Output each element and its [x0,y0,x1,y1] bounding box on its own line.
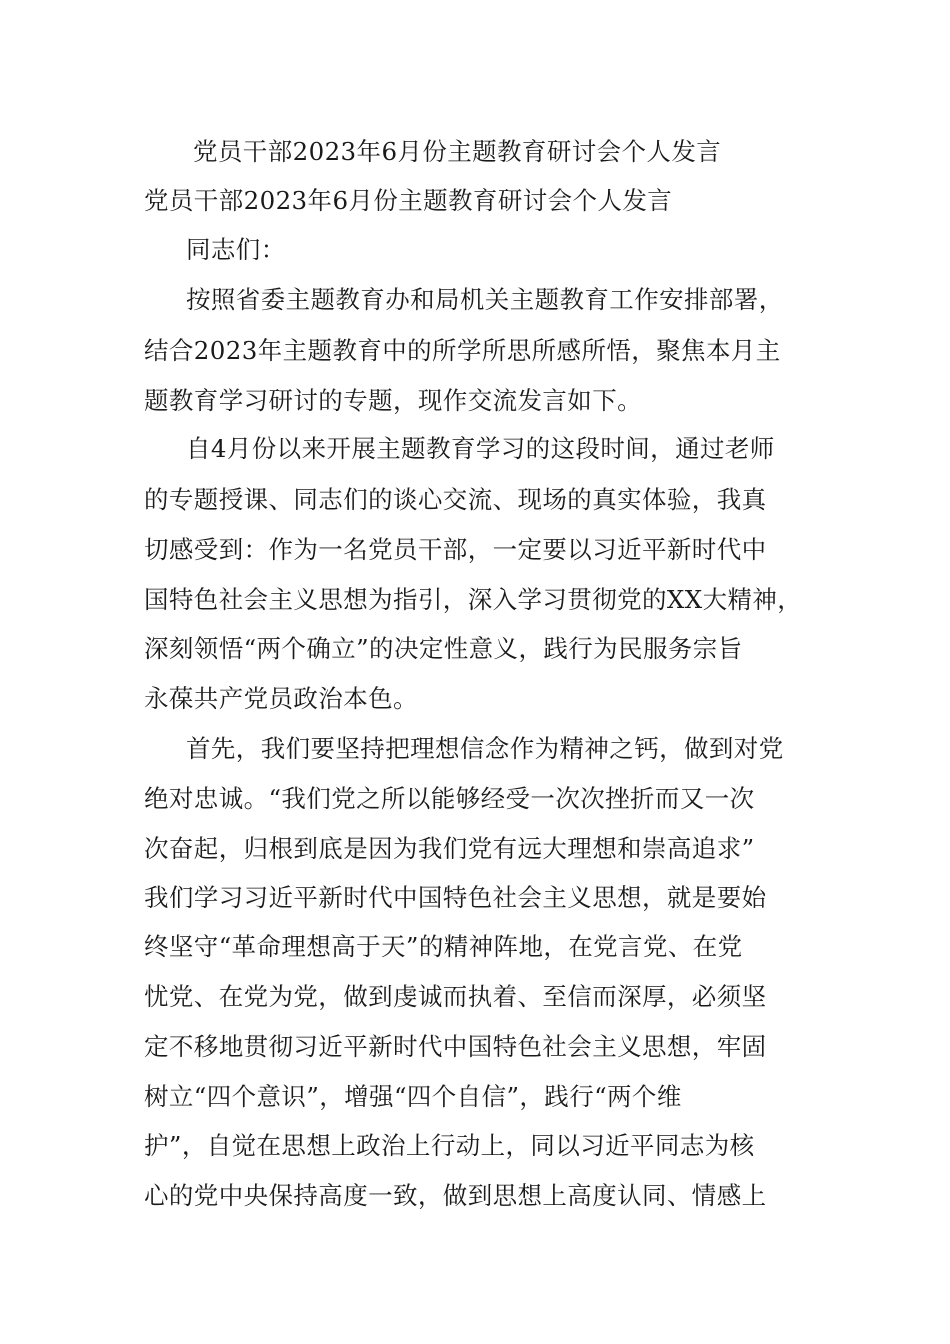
document-subtitle: 党员干部2023年6月份主题教育研讨会个人发言 [144,186,673,215]
text-line: 绝对忠诚。“我们党之所以能够经受一次次挫折而又一次 [144,784,755,813]
salutation: 同志们： [186,235,286,264]
text-line: 切感受到：作为一名党员干部，一定要以习近平新时代中 [144,535,767,564]
text-line: 题教育学习研讨的专题，现作交流发言如下。 [144,386,642,415]
text-line: 次奋起，归根到底是因为我们党有远大理想和崇高追求” [144,834,755,863]
text-line: 定不移地贯彻习近平新时代中国特色社会主义思想，牢固 [144,1032,767,1061]
text-line: 终坚守“革命理想高于天”的精神阵地，在党言党、在党 [144,932,743,961]
document-title: 党员干部2023年6月份主题教育研讨会个人发言 [193,137,722,166]
text-line: 的专题授课、同志们的谈心交流、现场的真实体验，我真 [144,485,767,514]
text-line: 心的党中央保持高度一致，做到思想上高度认同、情感上 [144,1181,767,1210]
text-line: 忧党、在党为党，做到虔诚而执着、至信而深厚，必须坚 [144,982,767,1011]
text-line: 我们学习习近平新时代中国特色社会主义思想，就是要始 [144,883,767,912]
text-line: 永葆共产党员政治本色。 [144,684,418,713]
text-line: 树立“四个意识”，增强“四个自信”，践行“两个维 [144,1082,682,1111]
text-line: 自4月份以来开展主题教育学习的这段时间，通过老师 [186,434,775,463]
text-line: 护”，自觉在思想上政治上行动上，同以习近平同志为核 [144,1131,755,1160]
text-line: 首先，我们要坚持把理想信念作为精神之钙，做到对党 [186,734,784,763]
text-line: 深刻领悟“两个确立”的决定性意义，践行为民服务宗旨 [144,634,743,663]
text-line: 国特色社会主义思想为指引，深入学习贯彻党的XX大精神， [144,585,803,614]
text-line: 按照省委主题教育办和局机关主题教育工作安排部署， [186,285,784,314]
text-line: 结合2023年主题教育中的所学所思所感所悟，聚焦本月主 [144,336,781,365]
